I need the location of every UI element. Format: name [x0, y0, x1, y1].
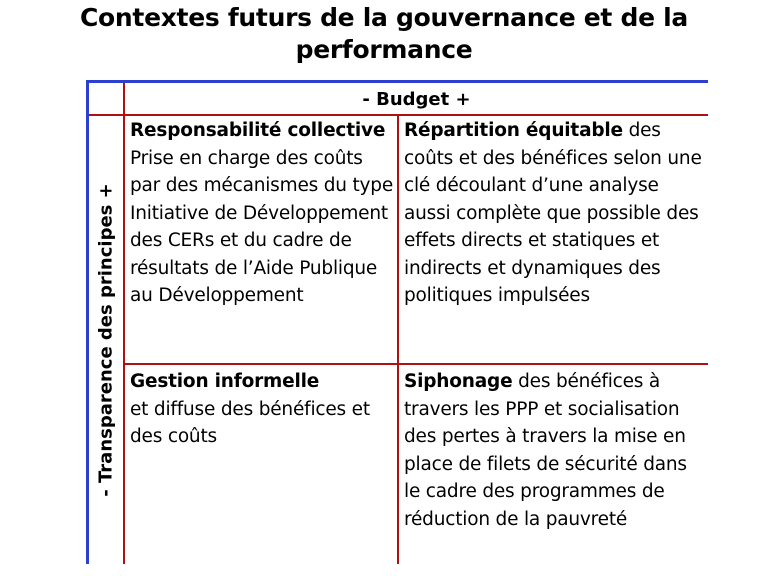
cell-heading: Responsabilité collective	[130, 120, 386, 141]
matrix-table	[86, 80, 708, 564]
cell-text: Prise en charge des coûts par des mécanismes du type Initiative de Développement des CERs et du cadre de résultats de l’Aide Publique au Développement	[130, 147, 394, 306]
cell-responsabilite-collective	[130, 117, 396, 310]
label-column-divider	[123, 83, 125, 564]
cell-heading: Gestion informelle	[130, 371, 320, 392]
cell-heading: Répartition équitable	[404, 120, 623, 141]
column-divider	[397, 116, 399, 564]
transparency-axis-label	[89, 116, 123, 564]
page-title: Contextes futurs de la gouvernance et de la performance	[80, 3, 688, 64]
cell-siphonage	[404, 368, 708, 533]
cell-text: des bénéfices à travers les PPP et socialisation des pertes à travers la mise en place de filets de sécurité dans le cadre des programmes de réduction de la pauvreté	[404, 371, 687, 530]
cell-heading: Siphonage	[404, 371, 513, 392]
cell-text: et diffuse des bénéfices et des coûts	[130, 398, 370, 447]
row-divider	[124, 363, 708, 365]
budget-axis-header: - Budget +	[362, 89, 471, 110]
cell-repartition-equitable	[404, 117, 708, 310]
transparency-axis-text: - Transparence des principes +	[95, 183, 117, 497]
cell-gestion-informelle	[130, 368, 396, 451]
cell-text: des coûts et des bénéfices selon une clé découlant d’une analyse aussi complète que possible des effets directs et statiques et indirects et dynamiques des politiques impulsées	[404, 120, 702, 306]
